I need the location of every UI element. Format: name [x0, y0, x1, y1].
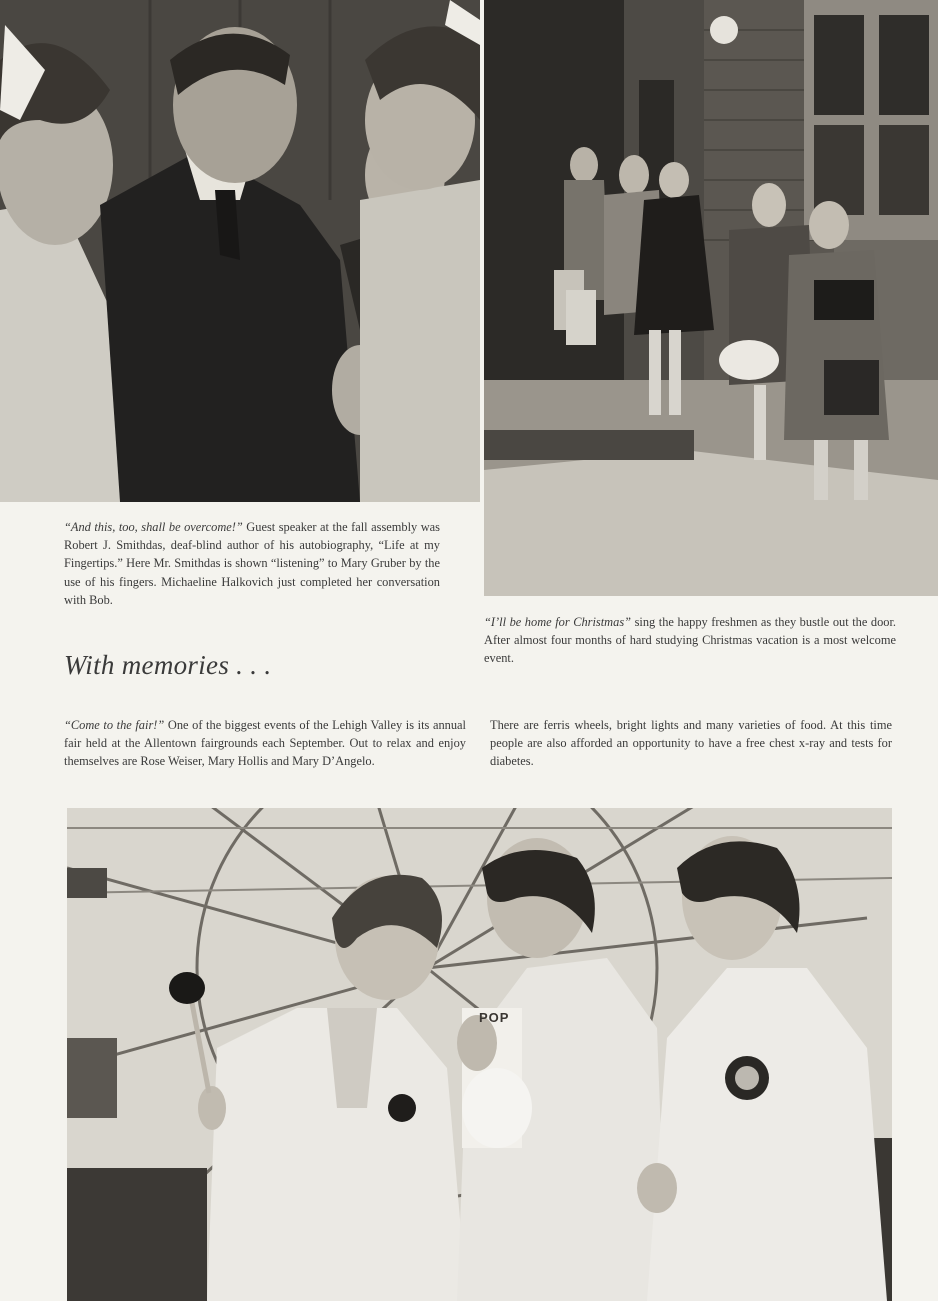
- photo-freshmen-christmas: [484, 0, 938, 596]
- caption-body: Guest speaker at the fall assembly was Robert J. Smithdas, deaf-blind author of his autobiography, “Life at my Fingertips.” Here Mr. Smithdas is shown “listening” to Mary Gruber by the use of his fingers. Michaeline Halkovich just completed her conversation with Bob.: [64, 520, 441, 607]
- photo-fair: [67, 808, 892, 1301]
- popcorn-box-label: POP: [479, 1010, 510, 1025]
- caption-body: There are ferris wheels, bright lights and many varieties of food. At this time people are also afforded an opportunity to have a free chest x-ray and tests for diabetes.: [490, 718, 892, 769]
- caption-fair-right: [490, 716, 892, 771]
- caption-lead: “And this, too, shall be overcome!”: [64, 520, 243, 534]
- caption-guest-speaker: [64, 518, 440, 609]
- caption-fair-left: [64, 716, 466, 771]
- caption-body: One of the biggest events of the Lehigh Valley is its annual fair held at the Allentown fairgrounds each September. Out to relax and enjoy themselves are Rose Weiser, Mary Hollis and Mary D’Angelo.: [64, 718, 466, 769]
- caption-body: sing the happy freshmen as they bustle out the door. After almost four months of hard studying Christmas vacation is a most welcome event.: [484, 615, 896, 666]
- section-heading: With memories . . .: [64, 650, 272, 680]
- caption-lead: “I’ll be home for Christmas”: [484, 615, 632, 629]
- photo-guest-speaker: [0, 0, 480, 502]
- caption-lead: “Come to the fair!”: [64, 718, 165, 732]
- caption-freshmen-christmas: [484, 613, 896, 668]
